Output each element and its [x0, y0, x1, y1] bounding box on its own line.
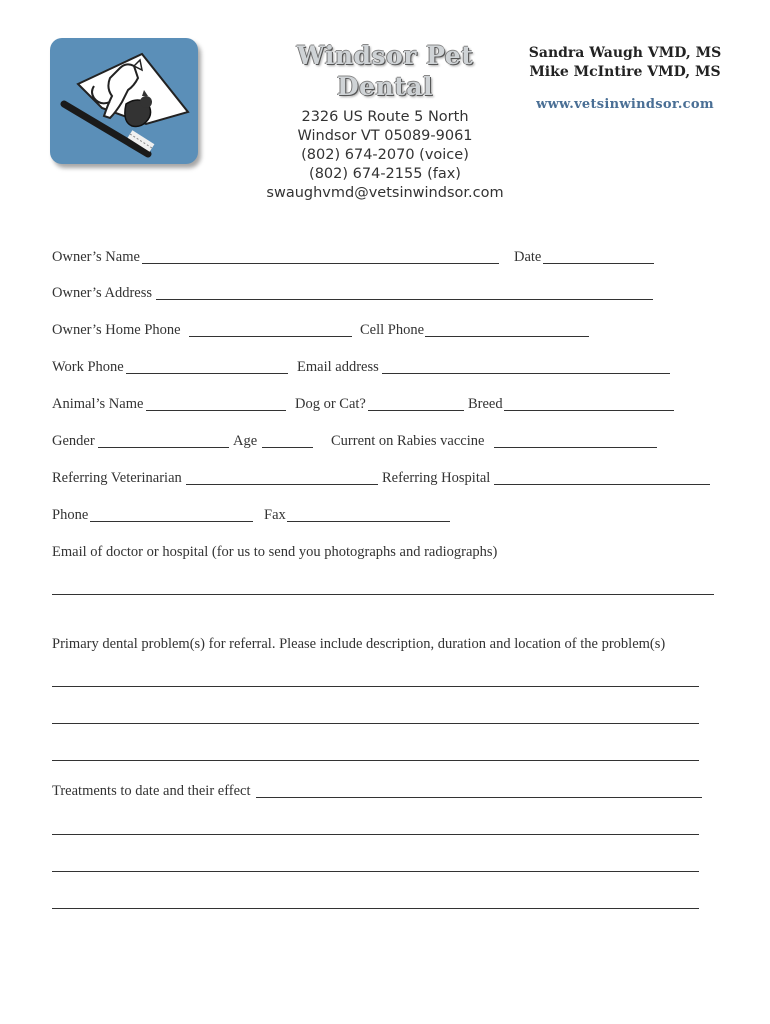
home-phone-field[interactable] — [189, 336, 352, 337]
gender-label: Gender — [52, 433, 95, 449]
primary-problem-label: Primary dental problem(s) for referral. Please include description, duration and location of the problem(s) — [52, 636, 666, 652]
email-address-field[interactable] — [382, 373, 670, 374]
dog-or-cat-label: Dog or Cat? — [295, 396, 366, 412]
owners-address-label: Owner’s Address — [52, 285, 153, 301]
treatments-line-2[interactable] — [52, 834, 699, 835]
email-address-label: Email address — [297, 359, 379, 375]
phone-label: Phone — [52, 507, 89, 523]
website-link[interactable]: www.vetsinwindsor.com — [536, 97, 714, 112]
animals-name-label: Animal’s Name — [52, 396, 144, 412]
doctor-2: Mike McIntire VMD, MS — [529, 64, 721, 80]
doctor-1: Sandra Waugh VMD, MS — [528, 45, 722, 61]
home-phone-label: Owner’s Home Phone — [52, 322, 181, 338]
address-line-fax: (802) 674-2155 (fax) — [309, 166, 461, 182]
dog-or-cat-field[interactable] — [368, 410, 464, 411]
age-field[interactable] — [262, 447, 313, 448]
breed-field[interactable] — [504, 410, 674, 411]
age-label: Age — [233, 433, 258, 449]
clinic-logo — [50, 38, 198, 164]
work-phone-field[interactable] — [126, 373, 288, 374]
brand-line-1: Windsor Pet — [296, 41, 474, 70]
cell-phone-field[interactable] — [425, 336, 589, 337]
owners-address-field[interactable] — [156, 299, 653, 300]
work-phone-label: Work Phone — [52, 359, 124, 375]
doctors-block — [500, 44, 750, 82]
clinic-address-block — [250, 108, 520, 203]
clinic-name — [296, 40, 474, 102]
address-line-city: Windsor VT 05089-9061 — [297, 128, 473, 144]
primary-problem-line-2[interactable] — [52, 723, 699, 724]
fax-label: Fax — [264, 507, 286, 523]
brand-line-2: Dental — [336, 72, 433, 101]
primary-problem-line-3[interactable] — [52, 760, 699, 761]
referring-hospital-label: Referring Hospital — [382, 470, 491, 486]
treatments-label: Treatments to date and their effect — [52, 783, 251, 799]
email-doctor-field[interactable] — [52, 594, 714, 595]
rabies-field[interactable] — [494, 447, 657, 448]
rabies-label: Current on Rabies vaccine — [331, 433, 485, 449]
breed-label: Breed — [468, 396, 503, 412]
gender-field[interactable] — [98, 447, 229, 448]
owners-name-label: Owner’s Name — [52, 249, 140, 265]
animals-name-field[interactable] — [146, 410, 286, 411]
referring-hospital-field[interactable] — [494, 484, 710, 485]
owners-name-field[interactable] — [142, 263, 499, 264]
treatments-line-4[interactable] — [52, 908, 699, 909]
email-doctor-label: Email of doctor or hospital (for us to send you photographs and radiographs) — [52, 544, 498, 560]
referring-vet-field[interactable] — [186, 484, 378, 485]
primary-problem-line-1[interactable] — [52, 686, 699, 687]
date-label: Date — [514, 249, 542, 265]
cell-phone-label: Cell Phone — [360, 322, 425, 338]
phone-field[interactable] — [90, 521, 253, 522]
referring-vet-label: Referring Veterinarian — [52, 470, 182, 486]
address-line-street: 2326 US Route 5 North — [301, 109, 469, 125]
pet-toothbrush-logo-icon — [50, 38, 198, 164]
treatments-field[interactable] — [256, 797, 702, 798]
address-line-voice: (802) 674-2070 (voice) — [301, 147, 469, 163]
fax-field[interactable] — [287, 521, 450, 522]
treatments-line-3[interactable] — [52, 871, 699, 872]
date-field[interactable] — [543, 263, 654, 264]
address-line-email: swaughvmd@vetsinwindsor.com — [266, 185, 504, 201]
